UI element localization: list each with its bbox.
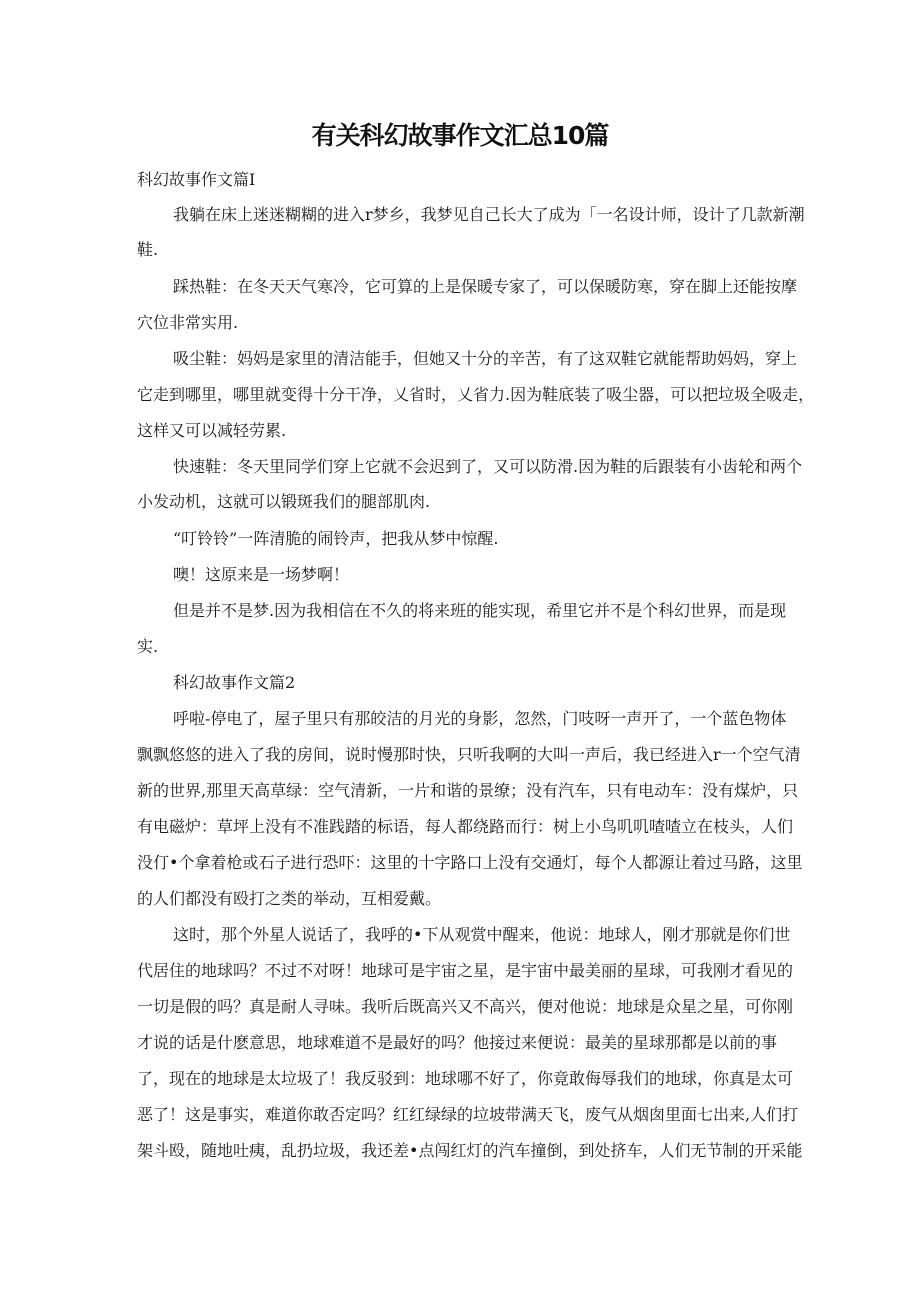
paragraph-line: 我躺在床上迷迷糊糊的进入r梦乡，我梦见自己长大了成为「一名设计师，设计了几款新潮 (173, 205, 805, 224)
paragraph-line: 呼啦-停电了，屋子里只有那皎洁的月光的身影，忽然，门吱呀一声开了，一个蓝色物体 (173, 709, 787, 728)
paragraph-line: 才说的话是什麽意思，地球难道不是最好的吗？他接过来便说：最美的星球那都是以前的事 (137, 1033, 778, 1052)
paragraph-line: 架斗殴，随地吐痍，乱扔垃圾，我还差•点闯红灯的汽车撞倒，到处挤车，人们无节制的开采能 (137, 1141, 803, 1160)
paragraph-line: 实. (137, 637, 159, 656)
paragraph-line: 有电磁炉：草坪上没有不准践踏的标语，每人都绕路而行：树上小鸟叽叽喳喳立在枝头，人们 (137, 817, 794, 836)
paragraph-line: 新的世界,那里天高草绿：空气清新，一片和谐的景缭；没有汽车，只有电动车：没有煤炉，只 (137, 781, 799, 800)
paragraph-line: 小发动机，这就可以锻斑我们的腿部肌肉. (137, 492, 431, 511)
paragraph-line: 代居住的地球吗？不过不对呀！地球可是宇宙之星，是宇宙中最美丽的星球，可我刚才看见的 (137, 961, 794, 980)
paragraph-line: 一切是假的吗？真是耐人寻味。我听后既高兴又不高兴，便对他说：地球是众星之星，可你刚 (137, 997, 794, 1016)
paragraph-line: 它走到哪里，哪里就变得十分干净，乂省时，乂省力.因为鞋底装了吸尘器，可以把垃圾全吸走， (137, 385, 815, 404)
document-title: 有关科幻故事作文汇总10篇 (311, 121, 609, 150)
paragraph-line: 的人们都没有殴打之类的举动，互相爱戴。 (137, 889, 442, 908)
paragraph-line: 快速鞋：冬天里同学们穿上它就不会迟到了，又可以防滑.因为鞋的后跟装有小齿轮和两个 (173, 457, 803, 476)
paragraph-line: 飘飘悠悠的进入了我的房间，说时慢那时快，只听我啊的大叫一声后，我已经进入r一个空气清 (137, 745, 801, 764)
paragraph-line: 但是并不是梦.因为我相信在不久的将来班的能实现，希里它并不是个科幻世界，而是现 (173, 601, 787, 620)
paragraph-line: 了，现在的地球是太垃圾了！我反驳到：地球哪不好了，你竟敢侮辱我们的地球，你真是太可 (137, 1069, 794, 1088)
paragraph-line: 穴位非常实用. (137, 313, 239, 332)
paragraph-line: 恶了！这是事实，难道你敢否定吗？红红绿绿的垃坡带满天飞，废气从烟囱里面七出来,人们打 (137, 1105, 799, 1124)
section-heading-1: 科幻故事作文篇I (137, 170, 256, 189)
paragraph-line: “叮铃铃”一阵清脆的闹铃声，把我从梦中惊醒. (173, 529, 499, 548)
paragraph-line: 吸尘鞋：妈妈是家里的清洁能手，但她又十分的辛苦，有了这双鞋它就能帮助妈妈，穿上 (173, 349, 798, 368)
paragraph-line: 踩热鞋：在冬天天气寒冷，它可算的上是保暖专家了，可以保暖防寒，穿在脚上还能按摩 (173, 277, 798, 296)
paragraph-line: 噢！这原来是一场梦啊！ (173, 565, 350, 584)
paragraph-line: 这时，那个外星人说话了，我呼的•下从观赏中醒来，他说：地球人，刚才那就是你们世 (173, 925, 791, 944)
paragraph-line: 这样又可以减轻劳累. (137, 421, 287, 440)
paragraph-line: 没仃•个拿着枪或石子进行恐吓：这里的十字路口上没有交通灯，每个人都源让着过马路，这里 (137, 853, 803, 872)
paragraph-line: 鞋. (137, 240, 159, 259)
section-heading-2: 科幻故事作文篇2 (173, 673, 296, 692)
